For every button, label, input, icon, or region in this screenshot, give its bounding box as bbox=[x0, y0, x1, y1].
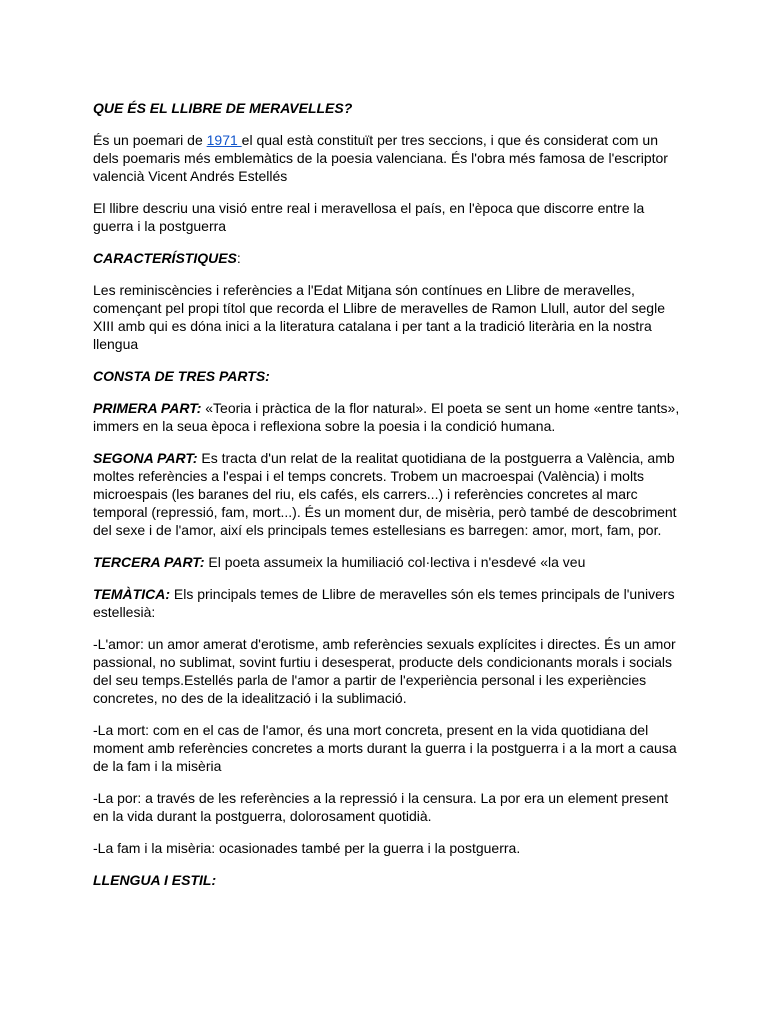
intro-text-after-link: el qual està constituït per tres seccions, i que és considerat com un dels poemaris més emblemàtics de la poesia valenciana. És l'obra més famosa de l'escriptor valencià Vicent Andrés Estellés bbox=[93, 132, 668, 184]
first-part-text: «Teoria i pràctica de la flor natural». El poeta se sent un home «entre tants», immers en la seua època i reflexiona sobre la poesia i la condició humana. bbox=[93, 400, 680, 434]
theme-death-item: -La mort: com en el cas de l'amor, és una mort concreta, present en la vida quotidiana del moment amb referències concretes a morts durant la guerra i la postguerra i a la mort a causa de la fam i la misèria bbox=[93, 722, 677, 774]
document-page bbox=[93, 99, 683, 903]
characteristics-heading-line bbox=[93, 249, 683, 267]
heading-language-style: LLENGUA I ESTIL: bbox=[93, 872, 217, 888]
description-paragraph: El llibre descriu una visió entre real i meravellosa el país, en l'època que discorre entre la guerra i la postguerra bbox=[93, 200, 645, 234]
third-part-paragraph bbox=[93, 553, 683, 571]
theme-paragraph bbox=[93, 585, 683, 621]
second-part-label: SEGONA PART: bbox=[93, 450, 198, 466]
theme-hunger-item: -La fam i la misèria: ocasionades també per la guerra i la postguerra. bbox=[93, 840, 521, 856]
second-part-text: Es tracta d'un relat de la realitat quotidiana de la postguerra a València, amb moltes referències a l'espai i el temps concrets. Trobem un macroespai (València) i molts microespais (les baranes del riu, els cafés, els carrers...) i referències concretes al marc temporal (repressió, fam, mort...). És un moment dur, de misèria, però també de descobriment del sexe i de l'amor, així els principals temes estellesians es barregen: amor, mort, fam, por. bbox=[93, 450, 677, 538]
first-part-paragraph bbox=[93, 399, 683, 435]
theme-label: TEMÀTICA: bbox=[93, 586, 170, 602]
characteristics-paragraph: Les reminiscències i referències a l'Edat Mitjana són contínues en Llibre de meravelles, començant pel propi títol que recorda el Llibre de meravelles de Ramon Llull, autor del segle XIII amb qui es dóna inici a la literatura catalana i per tant a la tradició literària en la nostra llengua bbox=[93, 282, 665, 352]
second-part-paragraph bbox=[93, 449, 683, 539]
heading-three-parts: CONSTA DE TRES PARTS: bbox=[93, 368, 270, 384]
heading-characteristics-colon: : bbox=[236, 250, 241, 266]
theme-love-item: -L'amor: un amor amerat d'erotisme, amb referències sexuals explícites i directes. És un amor passional, no sublimat, sovint furtiu i desesperat, producte dels condicionants morals i socials del seu temps.Estellés parla de l'amor a partir de l'experiència personal i les experiències concretes, no des de la idealització i la sublimació. bbox=[93, 636, 676, 706]
first-part-label: PRIMERA PART: bbox=[93, 400, 202, 416]
third-part-text: El poeta assumeix la humiliació col·lectiva i n'esdevé «la veu bbox=[204, 554, 586, 570]
intro-text-before-link: És un poemari de bbox=[93, 132, 207, 148]
intro-paragraph bbox=[93, 131, 683, 185]
theme-fear-item: -La por: a través de les referències a la repressió i la censura. La por era un element present en la vida durant la postguerra, dolorosament quotidià. bbox=[93, 790, 669, 824]
heading-what-is-the-book: QUE ÉS EL LLIBRE DE MERAVELLES? bbox=[93, 100, 353, 116]
theme-text: Els principals temes de Llibre de meravelles són els temes principals de l'univers estellesià: bbox=[93, 586, 675, 620]
third-part-label: TERCERA PART: bbox=[93, 554, 205, 570]
year-link[interactable]: 1971 bbox=[206, 132, 242, 148]
heading-characteristics: CARACTERÍSTIQUES bbox=[93, 250, 237, 266]
